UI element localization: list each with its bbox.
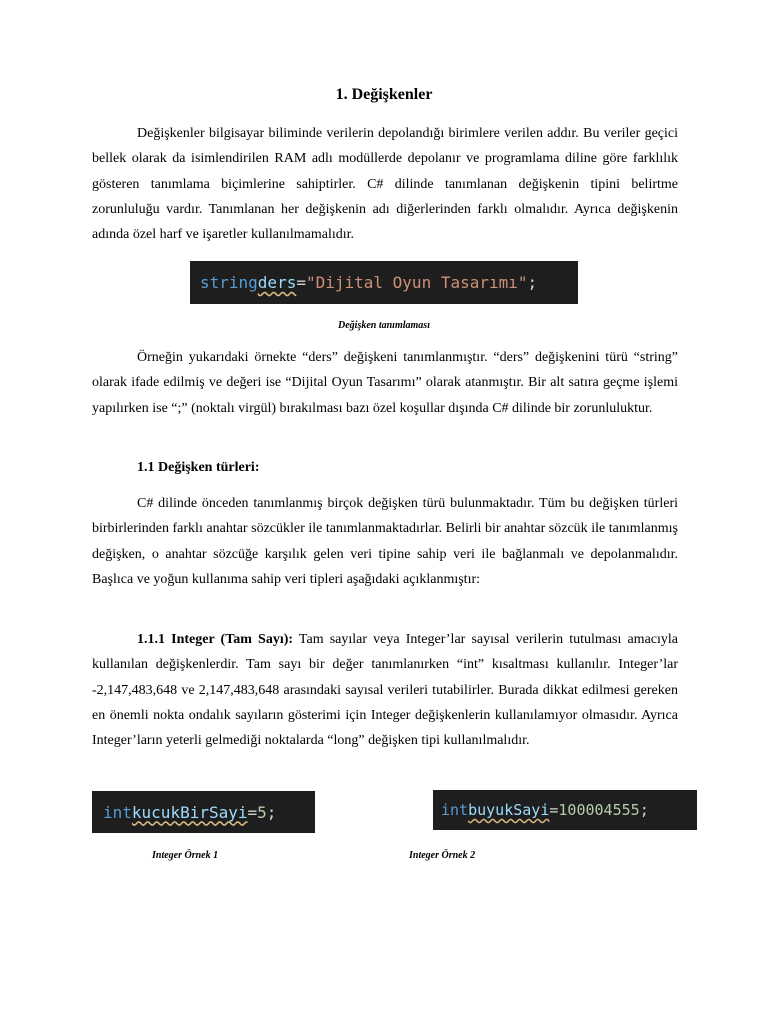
code-terminator: ; [527,273,538,292]
code-string-value: "Dijital Oyun Tasarımı" [305,273,528,292]
paragraph-intro-text: Değişkenler bilgisayar biliminde verilerin depolandığı birimlere verilen addır. Bu veriler geçici bellek olarak da isimlendirilen RAM adlı modüllerde depolanır ve programlama diline göre farklılık gösteren tanımlama biçimlerine sahiptirler. C# dilinde tanımlanan değişkenin tipini belirtme zorunluluğu vardır. Tanımlanan her değişkenin adı diğerlerinden farklı olmalıdır. Ayrıca değişkenin adında özel harf ve işaretler kullanılmamalıdır. [92,126,678,243]
caption-integer-example-2: Integer Örnek 2 [409,850,476,861]
paragraph-integer-text: Tam sayılar veya Integer’lar sayısal verilerin tutulması amacıyla kullanılan değişkenlerdir. Tam sayı bir değer tanımlanırken “int” kısaltması kullanılır. Integer’lar -2,147,483,648 ve 2,147,483,648 arasındaki sayısal verileri tutabilirler. Burada dikkat edilmesi gereken en önemli nokta ondalık sayıların gösterimi için Integer değişkenlerin kullanılamıyor olmasıdır. Ayrıca Integer’ların yeterli gelmediği noktalarda “long” değişken tipi kullanılmalıdır. [92,632,678,749]
paragraph-example-text: Örneğin yukarıdaki örnekte “ders” değişkeni tanımlanmıştır. “ders” değişkenini türü “string” olarak ifade edilmiş ve değeri ise “Dijital Oyun Tasarımı” olarak atanmıştır. Bir alt satıra geçme işlemi yapılırken ise “;” (noktalı virgül) bırakılması bazı özel koşullar dışında C# dilinde bir zorunluluktur. [92,350,678,416]
code-identifier: ders [257,273,297,292]
code-snippet-int-large [433,790,697,830]
caption-variable-definition: Değişken tanımlaması [338,320,430,331]
caption-integer-example-1: Integer Örnek 1 [152,850,219,861]
code-keyword: int [103,802,132,822]
paragraph-example [92,345,678,421]
code-number-value: 5 [257,802,267,822]
code-snippet-int-small [92,791,315,833]
code-identifier: buyukSayi [468,801,550,819]
paragraph-variable-types-text: C# dilinde önceden tanımlanmış birçok değişken türü bulunmaktadır. Tüm bu değişken türleri birbirlerinden farklı anahtar sözcükler ile tanımlanmaktadırlar. Belirli bir anahtar sözcük ile tanımlanmış değişken, o anahtar sözcüğe karşılık gelen veri tipine sahip veri ile bağlanmalı ve depolanmalıdır. Başlıca ve yoğun kullanıma sahip veri tipleri aşağıdaki açıklanmıştır: [92,496,678,587]
code-number-value: 100004555 [558,801,640,819]
code-operator: = [549,801,559,819]
paragraph-variable-types [92,491,678,592]
code-keyword: int [441,801,469,819]
code-operator: = [296,273,306,292]
code-terminator: ; [639,801,649,819]
code-operator: = [247,802,258,822]
paragraph-integer [92,627,678,753]
code-identifier: kucukBirSayi [131,802,248,822]
code-keyword: string [200,273,258,292]
subheading-variable-types: 1.1 Değişken türleri: [137,460,260,475]
paragraph-intro [92,121,678,247]
code-snippet-string [190,261,578,304]
section-heading: 1. Değişkenler [335,86,433,103]
code-terminator: ; [266,802,277,822]
integer-subheading: 1.1.1 Integer (Tam Sayı): [137,632,294,647]
